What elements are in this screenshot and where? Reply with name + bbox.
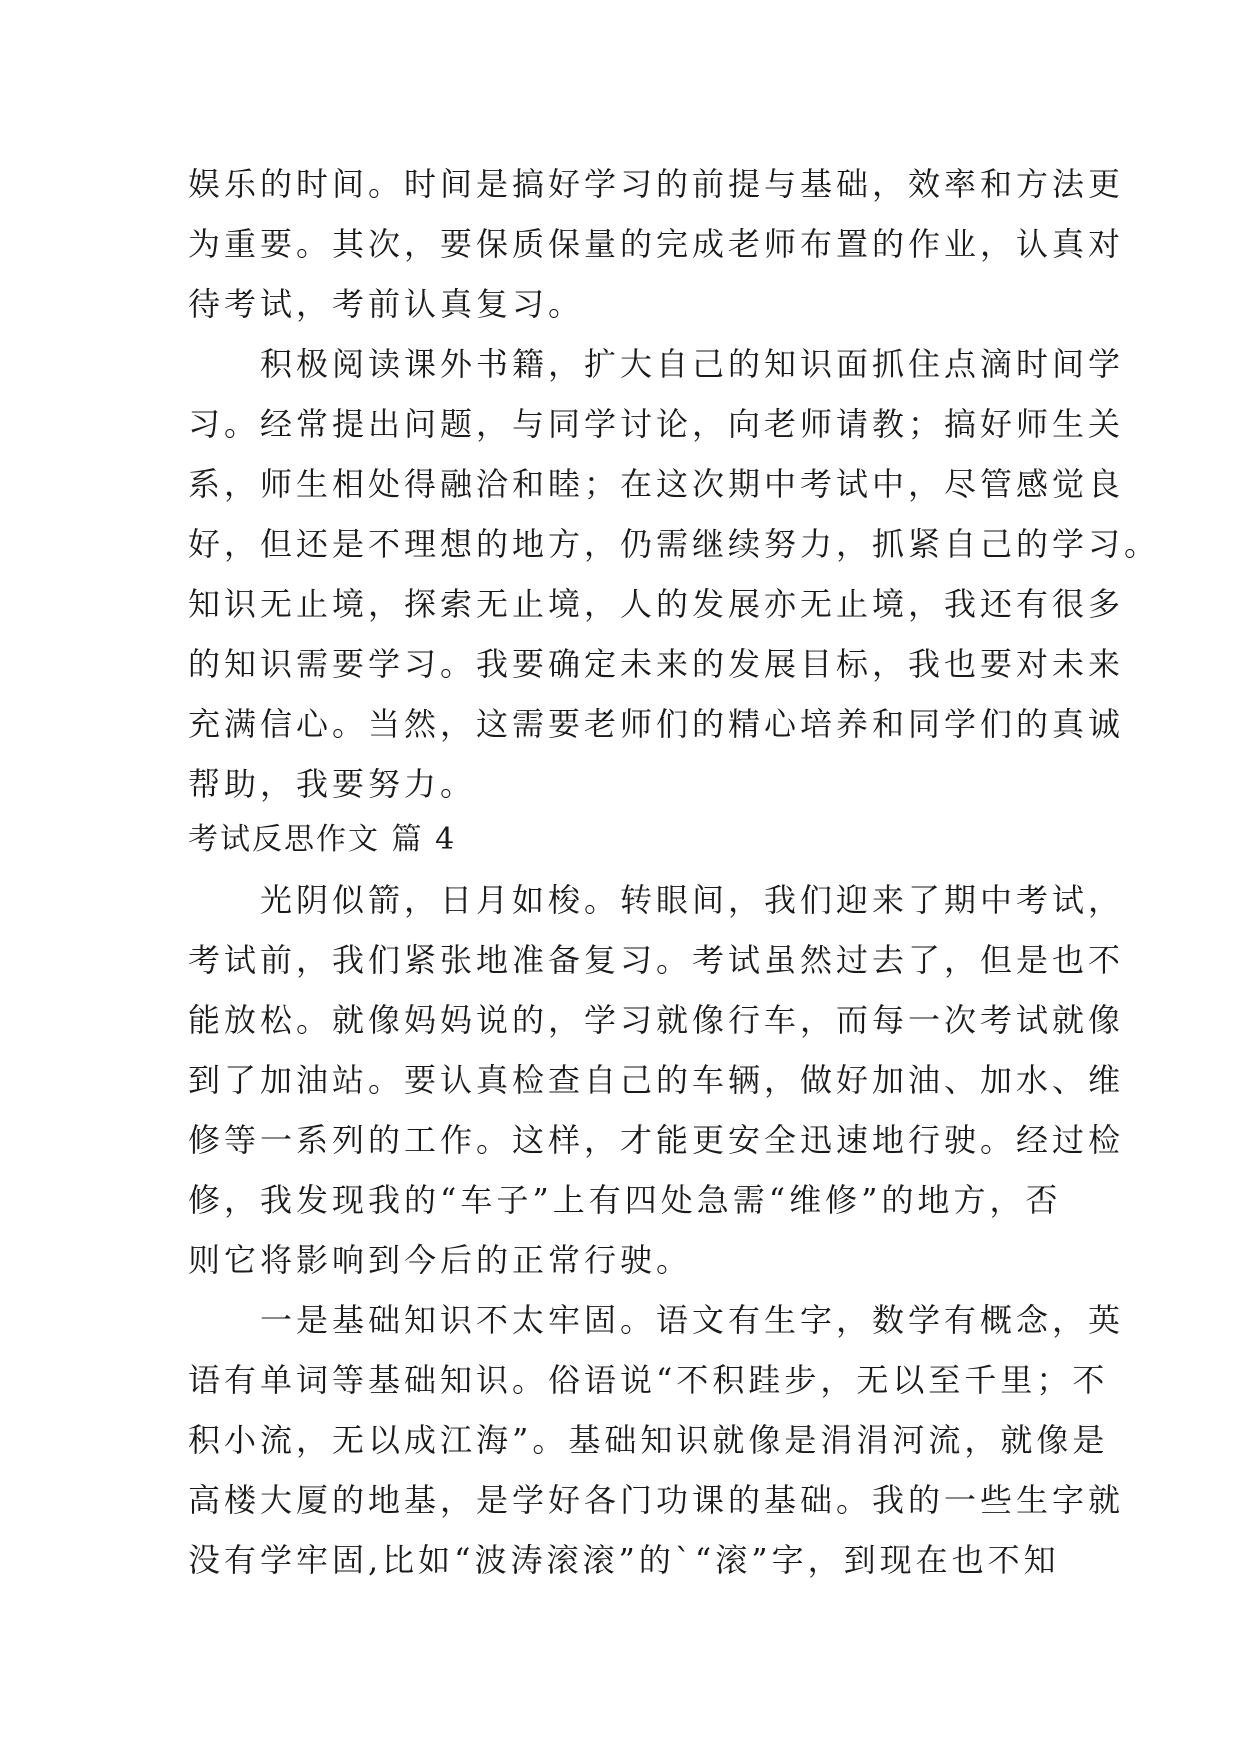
text-line: 积小流，无以成江海”。基础知识就像是涓涓河流，就像是 (188, 1421, 1109, 1459)
text-line: 知识无止境，探索无止境，人的发展亦无止境，我还有很多 (188, 585, 1125, 623)
text-line: 语有单词等基础知识。俗语说“不积跬步，无以至千里；不 (188, 1361, 1109, 1399)
text-line: 则它将影响到今后的正常行驶。 (188, 1241, 693, 1279)
text-line: 待考试，考前认真复习。 (188, 285, 585, 323)
text-line: 的知识需要学习。我要确定未来的发展目标，我也要对未来 (188, 645, 1125, 683)
text-line: 习。经常提出问题，与同学讨论，向老师请教；搞好师生关 (188, 405, 1125, 443)
text-line: 一是基础知识不太牢固。语文有生字，数学有概念，英 (188, 1301, 1125, 1339)
text-line: 修等一系列的工作。这样，才能更安全迅速地行驶。经过检 (188, 1121, 1125, 1159)
text-line: 积极阅读课外书籍，扩大自己的知识面抓住点滴时间学 (188, 345, 1125, 383)
text-line: 能放松。就像妈妈说的，学习就像行车，而每一次考试就像 (188, 1001, 1125, 1039)
text-line: 高楼大厦的地基，是学好各门功课的基础。我的一些生字就 (188, 1481, 1125, 1519)
text-line: 考试前，我们紧张地准备复习。考试虽然过去了，但是也不 (188, 941, 1125, 979)
text-line: 没有学牢固,比如“波涛滚滚”的`“滚”字，到现在也不知 (188, 1541, 1060, 1579)
text-line: 为重要。其次，要保质保量的完成老师布置的作业，认真对 (188, 225, 1125, 263)
text-line: 光阴似箭，日月如梭。转眼间，我们迎来了期中考试， (188, 881, 1125, 919)
text-line: 到了加油站。要认真检查自己的车辆，做好加油、加水、维 (188, 1061, 1125, 1099)
text-line: 好，但还是不理想的地方，仍需继续努力，抓紧自己的学习。 (188, 525, 1161, 563)
text-line: 充满信心。当然，这需要老师们的精心培养和同学们的真诚 (188, 705, 1125, 743)
text-line: 娱乐的时间。时间是搞好学习的前提与基础，效率和方法更 (188, 165, 1125, 203)
text-line: 修，我发现我的“车子”上有四处急需“维修”的地方，否 (188, 1181, 1062, 1219)
text-line: 系，师生相处得融洽和睦；在这次期中考试中，尽管感觉良 (188, 465, 1125, 503)
text-line: 帮助，我要努力。 (188, 765, 477, 803)
section-heading: 考试反思作文 篇 4 (188, 822, 457, 857)
